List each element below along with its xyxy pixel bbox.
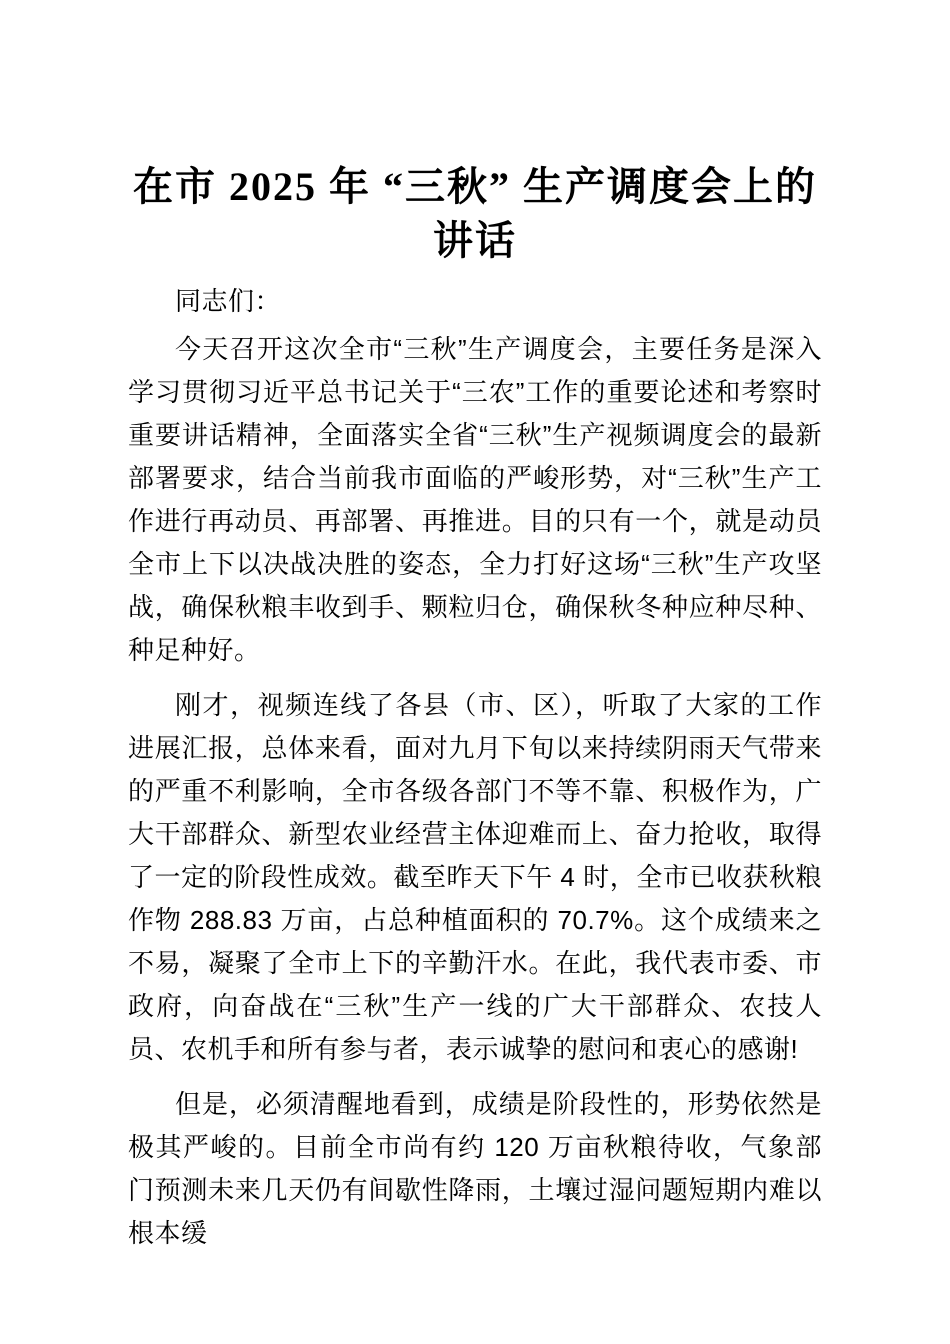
paragraph-intro: 今天召开这次全市“三秋”生产调度会，主要任务是深入学习贯彻习近平总书记关于“三农”工作的重要论述和考察时重要讲话精神，全面落实全省“三秋”生产视频调度会的最新部署要求，结合当前我市面临的严峻形势，对“三秋”生产工作进行再动员、再部署、再推进。目的只有一个，就是动员全市上下以决战决胜的姿态，全力打好这场“三秋”生产攻坚战，确保秋粮丰收到手、颗粒归仓，确保秋冬种应种尽种、种足种好。 bbox=[128, 334, 822, 665]
paragraph-progress-report: 刚才，视频连线了各县（市、区），听取了大家的工作进展汇报，总体来看，面对九月下旬以来持续阴雨天气带来的严重不利影响，全市各级各部门不等不靠、积极作为，广大干部群众、新型农业经营主体迎难而上、奋力抢收，取得了一定的阶段性成效。截至昨天下午 4 时，全市已收获秋粮作物 288.83 万亩，占总种植面积的 70.7%。这个成绩来之不易，凝聚了全市上下的辛勤汗水。在此，我代表市委、市政府，向奋战在“三秋”生产一线的广大干部群众、农技人员、农机手和所有参与者，表示诚挚的慰问和衷心的感谢! bbox=[128, 690, 822, 1064]
paragraph-situation-warning: 但是，必须清醒地看到，成绩是阶段性的，形势依然是极其严峻的。目前全市尚有约 120 万亩秋粮待收，气象部门预测未来几天仍有间歇性降雨，土壤过湿问题短期内难以根本缓 bbox=[128, 1089, 822, 1248]
document-title-line-2: 讲话 bbox=[433, 218, 517, 263]
document-title-line-1: 在市 2025 年 “三秋” 生产调度会上的 bbox=[133, 164, 817, 209]
document-body bbox=[128, 280, 822, 1255]
document-title bbox=[128, 160, 822, 268]
paragraph-salutation: 同志们： bbox=[175, 286, 282, 316]
